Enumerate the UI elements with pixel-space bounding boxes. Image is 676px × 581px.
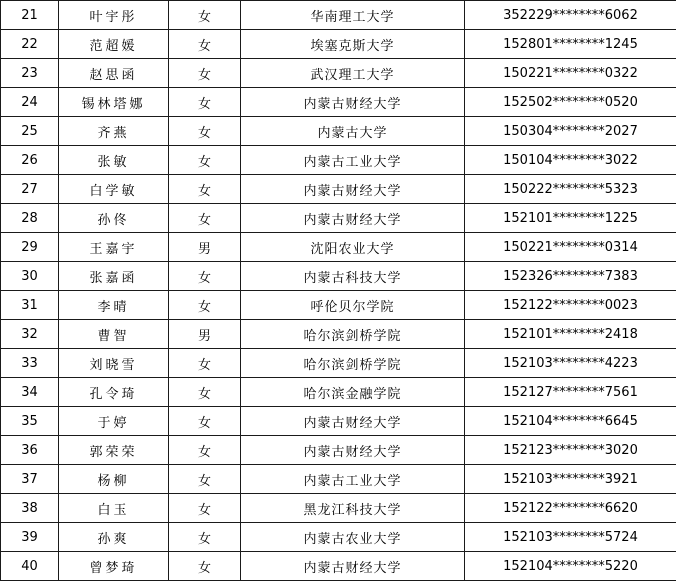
row-school: 哈尔滨剑桥学院 xyxy=(241,320,465,349)
row-id: 152123********3020 xyxy=(465,436,676,465)
row-index: 27 xyxy=(1,175,59,204)
table-row xyxy=(1,59,676,88)
row-sex: 女 xyxy=(169,465,241,494)
row-school: 内蒙古财经大学 xyxy=(241,552,465,581)
row-id: 152502********0520 xyxy=(465,88,676,117)
row-sex: 女 xyxy=(169,552,241,581)
table-row xyxy=(1,494,676,523)
row-school: 内蒙古大学 xyxy=(241,117,465,146)
row-school: 武汉理工大学 xyxy=(241,59,465,88)
row-name: 范超媛 xyxy=(59,30,169,59)
row-name: 曹智 xyxy=(59,320,169,349)
row-id: 150222********5323 xyxy=(465,175,676,204)
row-school: 内蒙古财经大学 xyxy=(241,204,465,233)
table-row xyxy=(1,436,676,465)
table-row xyxy=(1,233,676,262)
row-id: 152101********1225 xyxy=(465,204,676,233)
table-row xyxy=(1,146,676,175)
row-index: 34 xyxy=(1,378,59,407)
row-name: 孔令琦 xyxy=(59,378,169,407)
row-name: 赵思函 xyxy=(59,59,169,88)
row-index: 28 xyxy=(1,204,59,233)
row-sex: 女 xyxy=(169,407,241,436)
row-school: 黑龙江科技大学 xyxy=(241,494,465,523)
row-name: 杨柳 xyxy=(59,465,169,494)
row-name: 张敏 xyxy=(59,146,169,175)
table-row xyxy=(1,465,676,494)
row-index: 25 xyxy=(1,117,59,146)
row-sex: 女 xyxy=(169,378,241,407)
row-school: 哈尔滨剑桥学院 xyxy=(241,349,465,378)
row-sex: 女 xyxy=(169,262,241,291)
row-school: 埃塞克斯大学 xyxy=(241,30,465,59)
row-id: 150104********3022 xyxy=(465,146,676,175)
row-index: 23 xyxy=(1,59,59,88)
row-index: 21 xyxy=(1,1,59,30)
row-id: 152801********1245 xyxy=(465,30,676,59)
row-id: 150221********0314 xyxy=(465,233,676,262)
row-index: 26 xyxy=(1,146,59,175)
row-index: 24 xyxy=(1,88,59,117)
row-sex: 女 xyxy=(169,436,241,465)
row-index: 30 xyxy=(1,262,59,291)
row-id: 152101********2418 xyxy=(465,320,676,349)
row-index: 39 xyxy=(1,523,59,552)
table-row xyxy=(1,378,676,407)
row-school: 内蒙古财经大学 xyxy=(241,88,465,117)
row-id: 152122********6620 xyxy=(465,494,676,523)
table-row xyxy=(1,30,676,59)
row-name: 孙佟 xyxy=(59,204,169,233)
row-name: 白学敏 xyxy=(59,175,169,204)
row-name: 王嘉宇 xyxy=(59,233,169,262)
row-name: 张嘉函 xyxy=(59,262,169,291)
row-school: 内蒙古科技大学 xyxy=(241,262,465,291)
table-row xyxy=(1,349,676,378)
row-name: 叶宇彤 xyxy=(59,1,169,30)
row-index: 33 xyxy=(1,349,59,378)
table-row xyxy=(1,291,676,320)
row-school: 内蒙古财经大学 xyxy=(241,436,465,465)
row-school: 内蒙古工业大学 xyxy=(241,465,465,494)
row-id: 150304********2027 xyxy=(465,117,676,146)
row-sex: 女 xyxy=(169,494,241,523)
row-index: 32 xyxy=(1,320,59,349)
row-sex: 男 xyxy=(169,233,241,262)
row-id: 152103********5724 xyxy=(465,523,676,552)
row-school: 沈阳农业大学 xyxy=(241,233,465,262)
row-sex: 女 xyxy=(169,349,241,378)
row-sex: 女 xyxy=(169,146,241,175)
row-name: 齐燕 xyxy=(59,117,169,146)
row-index: 40 xyxy=(1,552,59,581)
row-sex: 女 xyxy=(169,175,241,204)
row-index: 37 xyxy=(1,465,59,494)
row-sex: 女 xyxy=(169,30,241,59)
row-school: 哈尔滨金融学院 xyxy=(241,378,465,407)
row-name: 锡林塔娜 xyxy=(59,88,169,117)
table-row xyxy=(1,117,676,146)
row-name: 于婷 xyxy=(59,407,169,436)
row-sex: 女 xyxy=(169,1,241,30)
row-index: 29 xyxy=(1,233,59,262)
row-name: 白玉 xyxy=(59,494,169,523)
row-id: 152127********7561 xyxy=(465,378,676,407)
table-row xyxy=(1,262,676,291)
table-row xyxy=(1,175,676,204)
row-school: 内蒙古财经大学 xyxy=(241,407,465,436)
row-id: 152326********7383 xyxy=(465,262,676,291)
row-id: 152104********5220 xyxy=(465,552,676,581)
row-school: 内蒙古农业大学 xyxy=(241,523,465,552)
table-row xyxy=(1,88,676,117)
table-row xyxy=(1,523,676,552)
row-sex: 女 xyxy=(169,523,241,552)
row-sex: 男 xyxy=(169,320,241,349)
table-row xyxy=(1,1,676,30)
row-id: 152103********3921 xyxy=(465,465,676,494)
row-name: 刘晓雪 xyxy=(59,349,169,378)
table-row xyxy=(1,204,676,233)
row-index: 38 xyxy=(1,494,59,523)
row-sex: 女 xyxy=(169,88,241,117)
row-id: 150221********0322 xyxy=(465,59,676,88)
row-id: 152104********6645 xyxy=(465,407,676,436)
row-name: 曾梦琦 xyxy=(59,552,169,581)
roster-table-body xyxy=(1,1,676,581)
row-id: 152103********4223 xyxy=(465,349,676,378)
row-sex: 女 xyxy=(169,291,241,320)
row-name: 郭荣荣 xyxy=(59,436,169,465)
row-index: 31 xyxy=(1,291,59,320)
row-index: 22 xyxy=(1,30,59,59)
table-row xyxy=(1,407,676,436)
row-school: 内蒙古财经大学 xyxy=(241,175,465,204)
row-index: 36 xyxy=(1,436,59,465)
table-row xyxy=(1,552,676,581)
row-name: 孙爽 xyxy=(59,523,169,552)
table-row xyxy=(1,320,676,349)
row-id: 152122********0023 xyxy=(465,291,676,320)
row-school: 华南理工大学 xyxy=(241,1,465,30)
row-school: 内蒙古工业大学 xyxy=(241,146,465,175)
row-id: 352229********6062 xyxy=(465,1,676,30)
row-school: 呼伦贝尔学院 xyxy=(241,291,465,320)
row-name: 李晴 xyxy=(59,291,169,320)
row-index: 35 xyxy=(1,407,59,436)
row-sex: 女 xyxy=(169,204,241,233)
row-sex: 女 xyxy=(169,59,241,88)
row-sex: 女 xyxy=(169,117,241,146)
